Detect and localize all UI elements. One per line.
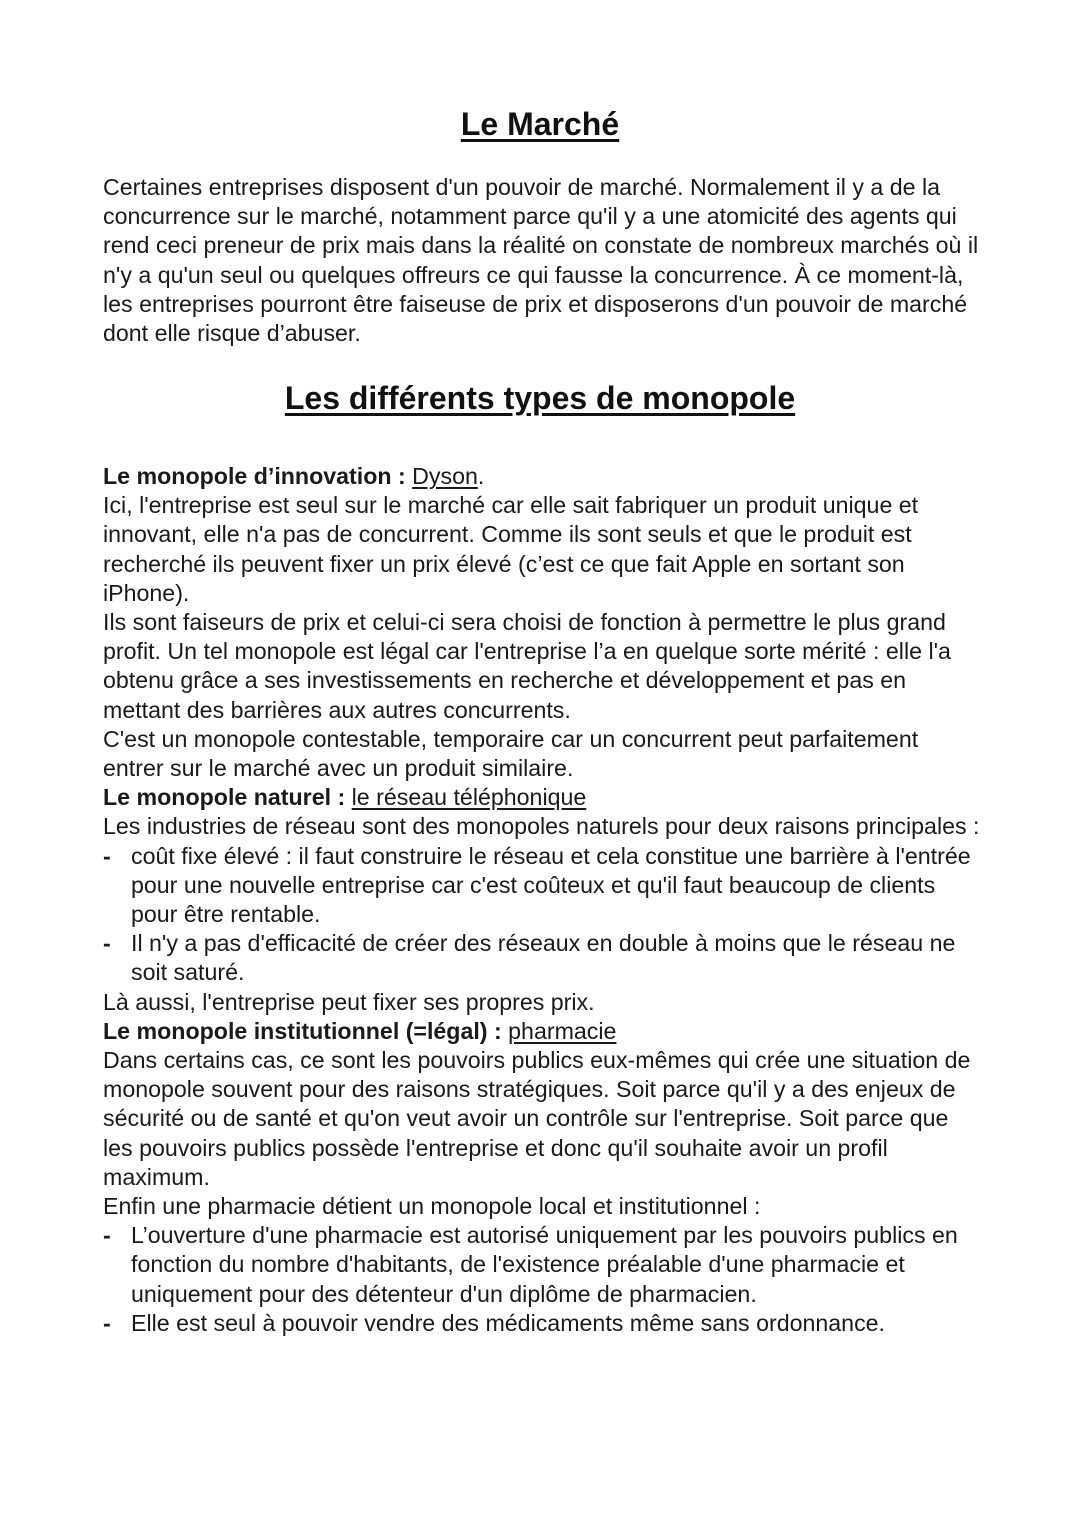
institutionnel-heading-line [103,1017,983,1046]
innovation-paragraph-3: C'est un monopole contestable, temporaire car un concurrent peut parfaitement entrer sur le marché avec un produit similaire. [103,725,919,782]
intro-paragraph: Certaines entreprises disposent d'un pouvoir de marché. Normalement il y a de la concurrence sur le marché, notamment parce qu'il y a une atomicité des agents qui rend ceci preneur de prix mais dans la réalité on constate de nombreux marchés où il n'y a qu'un seul ou quelques offreurs ce qui fausse la concurrence. À ce moment-là, les entreprises pourront être faiseuse de prix et disposerons d'un pouvoir de marché dont elle risque d’abuser. [103,174,979,347]
list-item [103,1309,983,1338]
list-item [103,842,983,930]
naturel-heading-line [103,783,983,812]
dash-bullet-icon: - [103,1309,111,1336]
list-item-text: Elle est seul à pouvoir vendre des médicaments même sans ordonnance. [131,1309,886,1336]
innovation-example-suffix: . [477,463,485,489]
innovation-heading-line [103,462,983,491]
innovation-paragraph-2: Ils sont faiseurs de prix et celui-ci sera choisi de fonction à permettre le plus grand profit. Un tel monopole est légal car l'entreprise l’a en quelque sorte mérité : elle l'a obtenu grâce a ses investissements en recherche et développement et pas en mettant des barrières aux autres concurrents. [103,609,951,723]
institutionnel-paragraph-2: Enfin une pharmacie détient un monopole local et institutionnel : [103,1193,761,1220]
naturel-paragraph-2: Là aussi, l'entreprise peut fixer ses propres prix. [103,988,595,1015]
intro-section [103,173,983,348]
naturel-paragraph-1: Les industries de réseau sont des monopoles naturels pour deux raisons principales : [103,813,980,840]
list-item-text: coût fixe élevé : il faut construire le réseau et cela constitue une barrière à l'entrée pour une nouvelle entreprise car c'est coûteux et qu'il faut beaucoup de clients pour être rentable. [131,842,971,928]
institutionnel-heading: Le monopole institutionnel (=légal) : [103,1017,502,1044]
institutionnel-example: pharmacie [508,1017,617,1044]
list-item-text: L’ouverture d'une pharmacie est autorisé uniquement par les pouvoirs publics en fonction du nombre d'habitants, de l'existence préalable d'une pharmacie et uniquement pour des détenteur d'un diplôme de pharmacien. [131,1222,958,1307]
institutionnel-bullet-list [103,1221,983,1338]
institutionnel-paragraph-1: Dans certains cas, ce sont les pouvoirs publics eux-mêmes qui crée une situation de monopole souvent pour des raisons stratégiques. Soit parce qu'il y a des enjeux de sécurité ou de santé et qu'on veut avoir un contrôle sur l'entreprise. Soit parce que les pouvoirs publics possède l'entreprise et donc qu'il souhaite avoir un profil maximum. [103,1047,971,1190]
naturel-example: le réseau téléphonique [351,784,587,811]
naturel-heading: Le monopole naturel : [103,784,346,811]
list-item [103,1221,983,1309]
dash-bullet-icon: - [103,1222,111,1249]
naturel-bullet-list [103,842,983,988]
list-item [103,929,983,987]
innovation-heading: Le monopole d’innovation : [103,463,406,489]
innovation-example: Dyson [412,463,478,489]
dash-bullet-icon: - [103,842,111,869]
innovation-paragraph-1: Ici, l'entreprise est seul sur le marché car elle sait fabriquer un produit unique et innovant, elle n'a pas de concurrent. Comme ils sont seuls et que le produit est recherché ils peuvent fixer un prix élevé (c’est ce que fait Apple en sortant son iPhone). [103,492,919,606]
section-title: Les différents types de monopole [284,380,796,416]
monopoles-section [103,462,983,1338]
page-title: Le Marché [460,106,620,142]
dash-bullet-icon: - [103,930,111,957]
list-item-text: Il n'y a pas d'efficacité de créer des réseaux en double à moins que le réseau ne soit saturé. [131,930,956,986]
